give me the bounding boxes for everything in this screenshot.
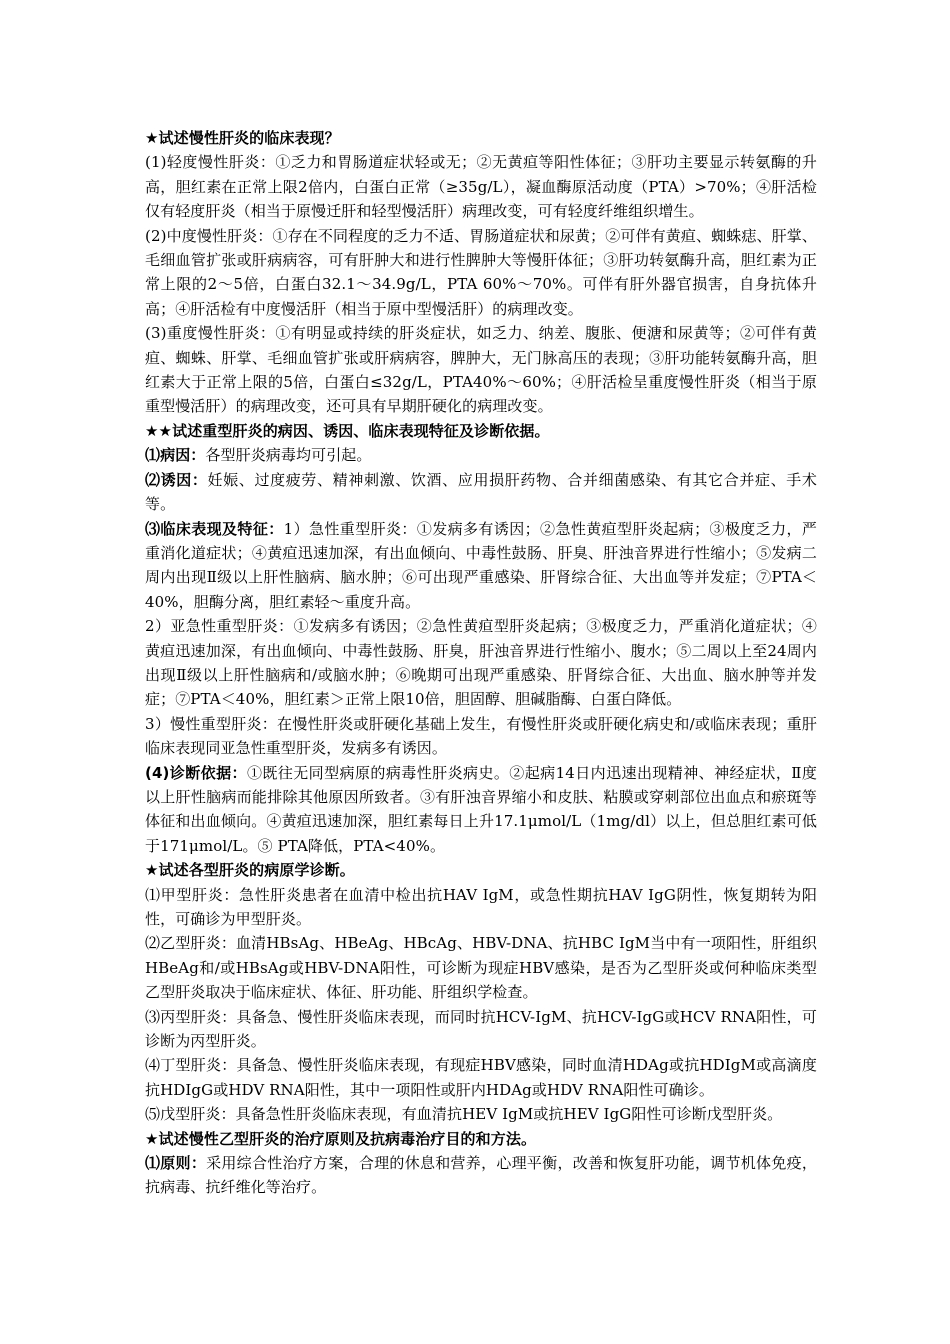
paragraph: 3）慢性重型肝炎：在慢性肝炎或肝硬化基础上发生，有慢性肝炎或肝硬化病史和/或临床表现；重肝临床表现同亚急性重型肝炎，发病多有诱因。 xyxy=(145,714,817,758)
paragraph xyxy=(145,468,817,517)
paragraph: (2)中度慢性肝炎：①存在不同程度的乏力不适、胃肠道症状和尿黄；②可伴有黄疸、蜘蛛痣、肝掌、毛细血管扩张或肝病病容，可有肝肿大和进行性脾肿大等慢肝体征；③肝功转氨酶升高，胆红素为正常上限的2～5倍，白蛋白32.1～34.9g/L，PTA 60%～70%。可伴有肝外器官损害，自身抗体升高；④肝活检有中度慢活肝（相当于原中型慢活肝）的病理改变。 xyxy=(145,226,817,318)
paragraph: ⑸戊型肝炎：具备急性肝炎临床表现，有血清抗HEV IgM或抗HEV IgG阳性可诊断戊型肝炎。 xyxy=(145,1105,783,1124)
paragraph-text: 各型肝炎病毒均可引起。 xyxy=(205,446,372,465)
section-heading: ★试述慢性肝炎的临床表现？ xyxy=(145,129,340,147)
paragraph-label: (4)诊断依据： xyxy=(145,763,247,782)
section-heading: ★试述慢性乙型肝炎的治疗原则及抗病毒治疗目的和方法。 xyxy=(145,1129,537,1148)
paragraph xyxy=(145,443,817,467)
paragraph: ⑷丁型肝炎：具备急、慢性肝炎临床表现，有现症HBV感染，同时血清HDAg或抗HDIgM或高滴度抗HDIgG或HDV RNA阳性，其中一项阳性或肝内HDAg或HDV RNA阳性可确诊。 xyxy=(145,1056,817,1099)
paragraph: ⑶丙型肝炎：具备急、慢性肝炎临床表现，而同时抗HCV-IgM、抗HCV-IgG或HCV RNA阳性，可诊断为丙型肝炎。 xyxy=(145,1007,817,1051)
paragraph xyxy=(145,517,817,615)
paragraph-label: ⑵诱因： xyxy=(145,470,208,489)
paragraph: (3)重度慢性肝炎：①有明显或持续的肝炎症状，如乏力、纳差、腹胀、便溏和尿黄等；②可伴有黄疸、蜘蛛、肝掌、毛细血管扩张或肝病病容，脾肿大，无门脉高压的表现；③肝功能转氨酶升高，胆红素大于正常上限的5倍，白蛋白≤32g/L，PTA40%～60%；④肝活检呈重度慢性肝炎（相当于原重型慢活肝）的病理改变，还可具有早期肝硬化的病理改变。 xyxy=(145,324,817,416)
paragraph-label: ⑶临床表现及特征： xyxy=(145,519,284,538)
paragraph: ⑵乙型肝炎：血清HBsAg、HBeAg、HBcAg、HBV-DNA、抗HBC IgM当中有一项阳性，肝组织HBeAg和/或HBsAg或HBV-DNA阳性，可诊断为现症HBV感染，是否为乙型肝炎或何种临床类型乙型肝炎取决于临床症状、体征、肝功能、肝组织学检查。 xyxy=(145,934,817,1002)
paragraph: 2）亚急性重型肝炎：①发病多有诱因；②急性黄疸型肝炎起病；③极度乏力，严重消化道症状；④黄疸迅速加深，有出血倾向、中毒性鼓肠、肝臭，肝浊音界进行性缩小、腹水；⑤二周以上至24周内出现Ⅱ级以上肝性脑病和/或脑水肿；⑥晚期可出现严重感染、肝肾综合征、大出血、脑水肿等并发症；⑦PTA＜40%，胆红素＞正常上限10倍，胆固醇、胆碱脂酶、白蛋白降低。 xyxy=(145,617,817,709)
paragraph: (1)轻度慢性肝炎：①乏力和胃肠道症状轻或无；②无黄疸等阳性体征；③肝功主要显示转氨酶的升高，胆红素在正常上限2倍内，白蛋白正常（≥35g/L），凝血酶原活动度（PTA）>70%；④肝活检仅有轻度肝炎（相当于原慢迁肝和轻型慢活肝）病理改变，可有轻度纤维组织增生。 xyxy=(145,153,817,221)
paragraph-text: 1）急性重型肝炎：①发病多有诱因；②急性黄疸型肝炎起病；③极度乏力，严重消化道症状；④黄疸迅速加深，有出血倾向、中毒性鼓肠、肝臭、肝浊音界进行性缩小；⑤发病二周内出现Ⅱ级以上肝性脑病、脑水肿；⑥可出现严重感染、肝肾综合征、大出血等并发症；⑦PTA＜40%，胆酶分离，胆红素轻～重度升高。 xyxy=(145,519,818,611)
paragraph-text: 采用综合性治疗方案，合理的休息和营养，心理平衡，改善和恢复肝功能，调节机体免疫，抗病毒、抗纤维化等治疗。 xyxy=(145,1154,817,1197)
paragraph-text: 妊娠、过度疲劳、精神刺激、饮酒、应用损肝药物、合并细菌感染、有其它合并症、手术等。 xyxy=(145,470,817,514)
paragraph-label: ⑴原则： xyxy=(145,1154,207,1173)
paragraph xyxy=(145,1151,817,1200)
paragraph-label: ⑴病因： xyxy=(145,446,206,465)
paragraph-text: ①既往无同型病原的病毒性肝炎病史。②起病14日内迅速出现精神、神经症状，Ⅱ度以上肝性脑病而能排除其他原因所致者。③有肝浊音界缩小和皮肤、粘膜或穿刺部位出血点和瘀斑等体征和出血倾向。④黄疸迅速加深，胆红素每日上升17.1μmol/L（1mg/dl）以上，但总胆红素可低于171μmol/L。⑤ PTA降低，PTA<40%。 xyxy=(145,763,817,855)
document-page xyxy=(145,126,817,1200)
paragraph: ⑴甲型肝炎：急性肝炎患者在血清中检出抗HAV IgM，或急性期抗HAV IgG阴性，恢复期转为阳性，可确诊为甲型肝炎。 xyxy=(145,885,817,928)
section-heading: ★试述各型肝炎的病原学诊断。 xyxy=(145,861,355,880)
section-heading: ★★试述重型肝炎的病因、诱因、临床表现特征及诊断依据。 xyxy=(145,421,550,440)
paragraph xyxy=(145,761,817,859)
